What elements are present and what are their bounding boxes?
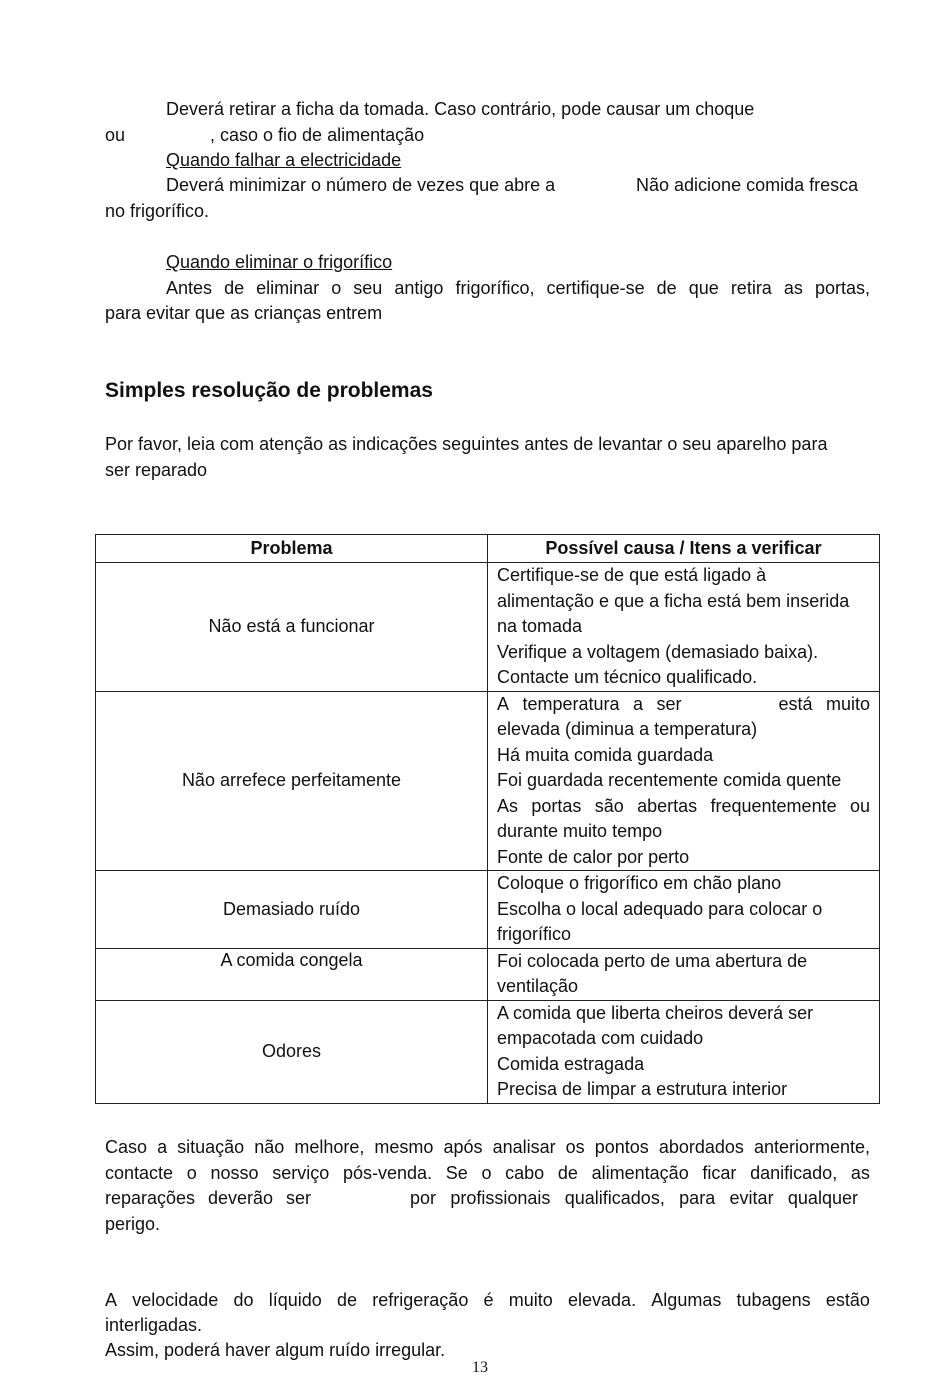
table-row <box>96 1000 880 1103</box>
table-header-row <box>96 535 880 563</box>
troubleshooting-table <box>95 534 880 1104</box>
word: muito <box>508 1290 553 1310</box>
table-row <box>96 871 880 949</box>
word: mesmo <box>374 1137 434 1157</box>
word: de <box>337 1290 358 1310</box>
word: melhore, <box>294 1137 365 1157</box>
cause-word: A <box>497 693 510 714</box>
table-row <box>96 563 880 692</box>
cause-word: a <box>633 693 644 714</box>
word: contacte <box>105 1163 174 1183</box>
word: de <box>656 278 677 298</box>
word: frigorífico, <box>455 278 535 298</box>
word: após <box>443 1137 483 1157</box>
word: retira <box>730 278 772 298</box>
cause-line: frigorífico <box>497 924 572 944</box>
cause-cell <box>488 871 880 949</box>
intro-line-1: Deverá retirar a ficha da tomada. Caso contrário, pode causar um choque <box>166 99 755 119</box>
cause-line: ventilação <box>497 976 579 996</box>
word: danificado, <box>750 1163 838 1183</box>
cause-line: Coloque o frigorífico em chão plano <box>497 873 782 893</box>
word: de <box>224 278 245 298</box>
word: os <box>565 1137 585 1157</box>
intro-line-4: no frigorífico. <box>105 201 210 221</box>
word: por <box>410 1188 437 1208</box>
intro-line-2a: ou <box>105 125 126 145</box>
power-failure-heading: Quando falhar a electricidade <box>166 150 402 170</box>
word: as <box>783 278 803 298</box>
word: Antes <box>166 278 213 298</box>
word: profissionais <box>450 1188 551 1208</box>
word: A <box>105 1290 118 1310</box>
word: analisar <box>492 1137 556 1157</box>
closing-line-3a <box>105 1186 311 1211</box>
word: ficar <box>702 1163 737 1183</box>
section-title: Simples resolução de problemas <box>105 379 433 402</box>
word: certifique-se <box>546 278 645 298</box>
cause-word: frequentemente <box>710 795 837 816</box>
word: seu <box>353 278 383 298</box>
word: portas, <box>814 278 870 298</box>
word: evitar <box>729 1188 774 1208</box>
word: qualificados, <box>564 1188 665 1208</box>
word: alimentação <box>591 1163 689 1183</box>
word: eliminar <box>256 278 320 298</box>
cause-line: Contacte um técnico qualificado. <box>497 667 758 687</box>
word: nosso <box>210 1163 259 1183</box>
cause-gap <box>695 692 765 718</box>
cause-word: muito <box>825 693 870 714</box>
section-paragraph-2: ser reparado <box>105 460 208 480</box>
word: qualquer <box>787 1188 858 1208</box>
cause-line: Verifique a voltagem (demasiado baixa). <box>497 641 819 662</box>
disposal-heading: Quando eliminar o frigorífico <box>166 252 393 272</box>
problem-cell: Odores <box>96 1000 488 1103</box>
closing-line-1 <box>105 1135 870 1160</box>
word: antigo <box>394 278 444 298</box>
word: tubagens <box>736 1290 811 1310</box>
cause-cell <box>488 948 880 1000</box>
word: pós-venda. <box>342 1163 432 1183</box>
word: elevada. <box>568 1290 637 1310</box>
word: abordados <box>658 1137 744 1157</box>
word: refrigeração <box>372 1290 469 1310</box>
cause-word: portas <box>531 795 582 816</box>
cause-word: são <box>594 795 624 816</box>
cause-line <box>497 692 870 718</box>
word: estão <box>825 1290 870 1310</box>
closing-line-3b <box>410 1186 858 1211</box>
noise-line-3: Assim, poderá haver algum ruído irregular. <box>105 1340 446 1360</box>
cause-line: elevada (diminua a temperatura) <box>497 719 758 739</box>
closing-line-2 <box>105 1161 870 1186</box>
word: serviço <box>272 1163 330 1183</box>
cause-line: A comida que liberta cheiros deverá ser <box>497 1002 814 1023</box>
cause-line: na tomada <box>497 616 583 636</box>
word: pontos <box>594 1137 649 1157</box>
header-problem: Problema <box>96 535 488 563</box>
intro-line-2b: , caso o fio de alimentação <box>210 125 425 145</box>
table-row <box>96 691 880 871</box>
problem-cell: Demasiado ruído <box>96 871 488 949</box>
cause-line: Há muita comida guardada <box>497 744 714 765</box>
cause-word: abertas <box>637 795 698 816</box>
problem-cell: Não está a funcionar <box>96 563 488 692</box>
cause-line: Foi guardada recentemente comida quente <box>497 770 842 790</box>
cause-line: Comida estragada <box>497 1053 645 1074</box>
cause-word: As <box>497 795 519 816</box>
cause-line: Foi colocada perto de uma abertura de <box>497 950 808 971</box>
word: do <box>233 1290 254 1310</box>
intro-line-6: para evitar que as crianças entrem <box>105 303 383 323</box>
word: o <box>186 1163 197 1183</box>
word: Se <box>445 1163 468 1183</box>
cause-word: temperatura <box>522 693 620 714</box>
cause-word: ser <box>656 693 682 714</box>
problem-cell: Não arrefece perfeitamente <box>96 691 488 871</box>
word: deverão <box>207 1188 274 1208</box>
cause-cell <box>488 563 880 692</box>
table-row <box>96 948 880 1000</box>
cause-line: Escolha o local adequado para colocar o <box>497 898 823 919</box>
noise-line-2: interligadas. <box>105 1315 203 1335</box>
word: Caso <box>105 1137 148 1157</box>
word: a <box>157 1137 168 1157</box>
intro-line-3b: Não adicione comida fresca <box>636 175 859 195</box>
word: velocidade <box>132 1290 219 1310</box>
cause-line: Certifique-se de que está ligado à <box>497 565 767 585</box>
word: líquido <box>268 1290 322 1310</box>
cause-line: empacotada com cuidado <box>497 1028 704 1048</box>
word: ser <box>285 1188 311 1208</box>
cause-cell <box>488 1000 880 1103</box>
cause-line: Fonte de calor por perto <box>497 846 690 867</box>
cause-line: durante muito tempo <box>497 821 663 841</box>
page-number: 13 <box>472 1359 488 1376</box>
cause-word: ou <box>849 795 870 816</box>
word: é <box>483 1290 494 1310</box>
word: reparações <box>105 1188 196 1208</box>
cause-line: Precisa de limpar a estrutura interior <box>497 1079 788 1099</box>
cause-line: alimentação e que a ficha está bem inserida <box>497 590 850 611</box>
cause-line <box>497 794 870 820</box>
word: Algumas <box>651 1290 722 1310</box>
word: não <box>254 1137 285 1157</box>
header-cause: Possível causa / Itens a verificar <box>488 535 880 563</box>
problem-cell: A comida congela <box>96 948 488 1000</box>
word: situação <box>177 1137 245 1157</box>
intro-line-3a: Deverá minimizar o número de vezes que abre a <box>166 175 556 195</box>
cause-word: está <box>778 693 813 714</box>
word: de <box>557 1163 578 1183</box>
word: para <box>679 1188 716 1208</box>
noise-line-1 <box>105 1288 870 1313</box>
closing-line-4: perigo. <box>105 1214 161 1234</box>
word: o <box>481 1163 492 1183</box>
word: que <box>688 278 719 298</box>
word: o <box>331 278 342 298</box>
word: anteriormente, <box>753 1137 870 1157</box>
intro-line-5 <box>166 276 870 301</box>
word: cabo <box>505 1163 545 1183</box>
section-paragraph-1: Por favor, leia com atenção as indicações seguintes antes de levantar o seu aparelho para <box>105 434 828 454</box>
cause-cell <box>488 691 880 871</box>
word: as <box>850 1163 870 1183</box>
